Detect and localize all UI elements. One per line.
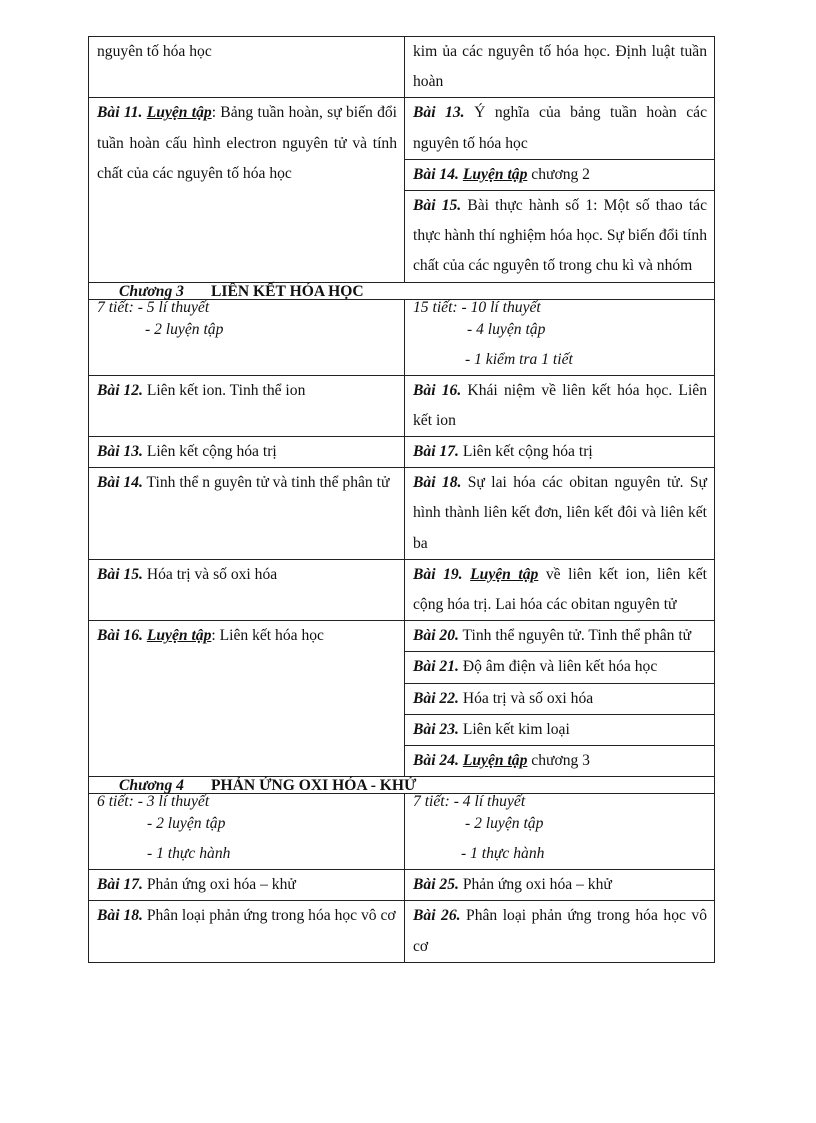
table-cell-left: Bài 16. Luyện tập: Liên kết hóa học: [89, 621, 405, 777]
chapter-heading-row: [89, 777, 715, 794]
lesson-link: Luyện tập: [462, 165, 528, 183]
allocation-left: 7 tiết: - 5 lí thuyết - 2 luyện tập: [89, 299, 405, 375]
lesson-link: Luyện tập: [146, 104, 212, 122]
lesson-link: Luyện tập: [146, 627, 212, 645]
table-cell-right: Bài 20. Tinh thể nguyên tử. Tinh thể phân tử: [405, 621, 715, 652]
table-cell-right: Bài 16. Khái niệm về liên kết hóa học. Liên kết ion: [405, 375, 715, 436]
table-row: [89, 468, 715, 560]
table-cell-left: Bài 18. Phân loại phản ứng trong hóa học vô cơ: [89, 901, 405, 962]
allocation-left: 6 tiết: - 3 lí thuyết - 2 luyện tập - 1 thực hành: [89, 794, 405, 870]
table-cell-right: Bài 19. Luyện tập về liên kết ion, liên kết cộng hóa trị. Lai hóa các obitan nguyên tử: [405, 559, 715, 620]
table-cell-right: Bài 23. Liên kết kim loại: [405, 714, 715, 745]
document-page: [88, 36, 714, 963]
table-row: [89, 299, 715, 375]
table-row: [89, 559, 715, 620]
table-cell-right: Bài 14. Luyện tập chương 2: [405, 159, 715, 190]
table-cell-left: Bài 15. Hóa trị và số oxi hóa: [89, 559, 405, 620]
table-cell-right: Bài 13. Ý nghĩa của bảng tuần hoàn các nguyên tố hóa học: [405, 98, 715, 159]
chapter-heading: Chương 3 LIÊN KẾT HÓA HỌC: [89, 282, 715, 299]
table-cell-right: Bài 25. Phản ứng oxi hóa – khử: [405, 870, 715, 901]
table-cell-left: Bài 11. Luyện tập: Bảng tuần hoàn, sự biến đổi tuần hoàn cấu hình electron nguyên tử và tính chất của các nguyên tố hóa học: [89, 98, 405, 282]
allocation-right: 15 tiết: - 10 lí thuyết - 4 luyện tập - 1 kiểm tra 1 tiết: [405, 299, 715, 375]
allocation-right: 7 tiết: - 4 lí thuyết - 2 luyện tập - 1 thực hành: [405, 794, 715, 870]
table-cell-right: Bài 21. Độ âm điện và liên kết hóa học: [405, 652, 715, 683]
table-row: [89, 437, 715, 468]
chapter-heading: Chương 4 PHẢN ỨNG OXI HÓA - KHỬ: [89, 777, 715, 794]
table-row: [89, 375, 715, 436]
table-cell-right: kim ủa các nguyên tố hóa học. Định luật tuần hoàn: [405, 37, 715, 98]
table-cell-left: Bài 14. Tinh thể n guyên tử và tinh thể phân tử: [89, 468, 405, 560]
table-row: [89, 870, 715, 901]
lesson-link: Luyện tập: [462, 752, 528, 770]
table-cell-right: Bài 22. Hóa trị và số oxi hóa: [405, 683, 715, 714]
lesson-link: Luyện tập: [470, 565, 539, 583]
table-row: [89, 621, 715, 652]
table-cell-left: nguyên tố hóa học: [89, 37, 405, 98]
table-cell-left: Bài 12. Liên kết ion. Tinh thể ion: [89, 375, 405, 436]
table-row: [89, 37, 715, 98]
table-cell-right: Bài 17. Liên kết cộng hóa trị: [405, 437, 715, 468]
table-row: [89, 901, 715, 962]
table-row: [89, 794, 715, 870]
table-cell-right: Bài 26. Phân loại phản ứng trong hóa học vô cơ: [405, 901, 715, 962]
curriculum-table: [88, 36, 715, 963]
table-cell-right: Bài 18. Sự lai hóa các obitan nguyên tử. Sự hình thành liên kết đơn, liên kết đôi và liên kết ba: [405, 468, 715, 560]
table-row: [89, 98, 715, 159]
table-cell-left: Bài 13. Liên kết cộng hóa trị: [89, 437, 405, 468]
table-cell-right: Bài 15. Bài thực hành số 1: Một số thao tác thực hành thí nghiệm hóa học. Sự biến đổi tính chất của các nguyên tố trong chu kì và nhóm: [405, 191, 715, 283]
table-cell-left: Bài 17. Phản ứng oxi hóa – khử: [89, 870, 405, 901]
table-cell-right: Bài 24. Luyện tập chương 3: [405, 746, 715, 777]
chapter-heading-row: [89, 282, 715, 299]
